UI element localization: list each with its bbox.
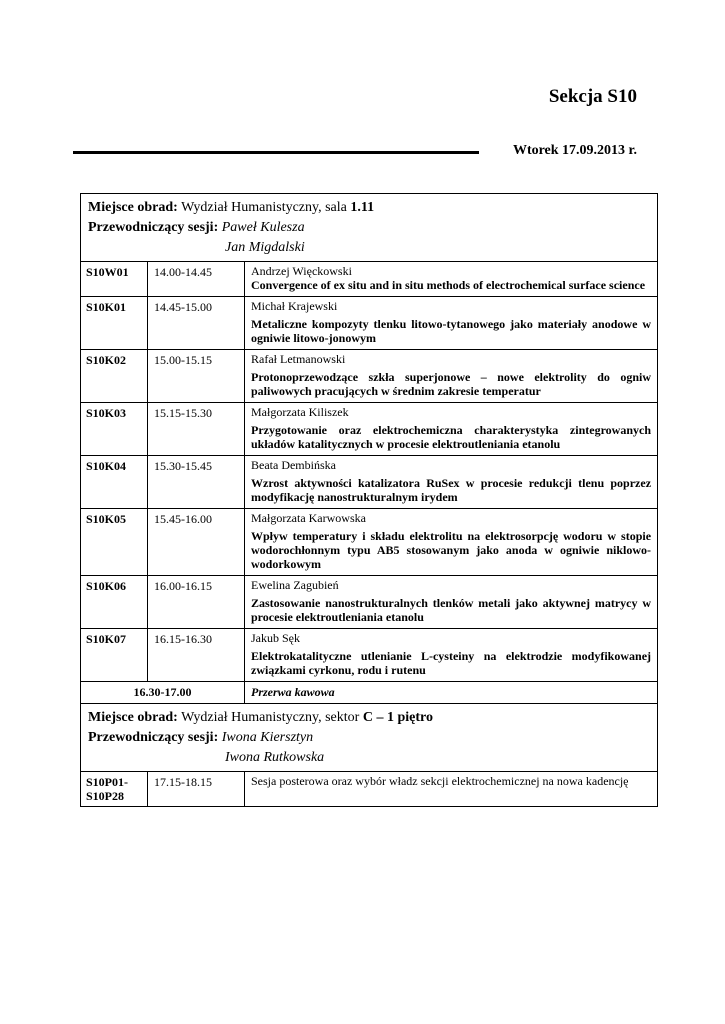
talk-speaker: Jakub Sęk bbox=[251, 631, 300, 645]
talk-details bbox=[245, 262, 658, 297]
talk-time: 16.15-16.30 bbox=[148, 629, 245, 682]
table-row bbox=[81, 576, 658, 629]
talk-time: 15.45-16.00 bbox=[148, 509, 245, 576]
header-rule bbox=[73, 151, 479, 154]
talk-speaker: Andrzej Więckowski bbox=[251, 264, 352, 278]
chair-label: Przewodniczący sesji: bbox=[88, 220, 219, 235]
talk-code: S10K06 bbox=[81, 576, 148, 629]
poster-code bbox=[81, 772, 148, 807]
talk-details bbox=[245, 509, 658, 576]
talk-code: S10K03 bbox=[81, 403, 148, 456]
talk-details bbox=[245, 629, 658, 682]
venue-text: Wydział Humanistyczny, sektor bbox=[181, 710, 360, 725]
poster-code-start: S10P01- bbox=[86, 775, 128, 789]
session-date: Wtorek 17.09.2013 r. bbox=[512, 143, 637, 158]
table-row bbox=[81, 509, 658, 576]
table-row bbox=[81, 350, 658, 403]
block2-header-row bbox=[81, 704, 658, 772]
talk-title: Elektrokatalityczne utlenianie L-cysteiny na elektrodzie modyfikowanej związkami cyrkonu, rodu i rutenu bbox=[251, 649, 652, 677]
poster-details bbox=[245, 772, 658, 807]
talk-speaker: Rafał Letmanowski bbox=[251, 352, 346, 366]
block1-venue bbox=[88, 198, 650, 218]
table-row bbox=[81, 262, 658, 297]
venue-room: 1.11 bbox=[350, 200, 375, 215]
table-row bbox=[81, 629, 658, 682]
block2-header bbox=[81, 704, 658, 772]
talk-details bbox=[245, 350, 658, 403]
talk-code: S10K07 bbox=[81, 629, 148, 682]
section-title: Sekcja S10 bbox=[548, 86, 637, 107]
table-row bbox=[81, 403, 658, 456]
talk-code: S10K05 bbox=[81, 509, 148, 576]
venue-room: C – 1 piętro bbox=[362, 710, 433, 725]
talk-speaker: Małgorzata Karwowska bbox=[251, 511, 366, 525]
talk-time: 16.00-16.15 bbox=[148, 576, 245, 629]
block1-header bbox=[81, 194, 658, 262]
block1-chair bbox=[88, 218, 650, 238]
block1-header-row bbox=[81, 194, 658, 262]
talk-details bbox=[245, 297, 658, 350]
poster-time: 17.15-18.15 bbox=[148, 772, 245, 807]
talk-code: S10K01 bbox=[81, 297, 148, 350]
talk-code: S10K02 bbox=[81, 350, 148, 403]
coffee-break-row bbox=[81, 682, 658, 704]
talk-title: Convergence of ex situ and in situ methods of electrochemical surface science bbox=[251, 278, 646, 292]
talk-speaker: Beata Dembińska bbox=[251, 458, 336, 472]
talk-title: Przygotowanie oraz elektrochemiczna charakterystyka zintegrowanych układów katalitycznych w procesie elektroutleniania etanolu bbox=[251, 423, 652, 451]
talk-speaker: Michał Krajewski bbox=[251, 299, 338, 313]
talk-speaker: Ewelina Zagubień bbox=[251, 578, 339, 592]
poster-description: Sesja posterowa oraz wybór władz sekcji elektrochemicznej na nowa kadencję bbox=[251, 774, 629, 788]
venue-label: Miejsce obrad: bbox=[88, 710, 178, 725]
coffee-break-time: 16.30-17.00 bbox=[81, 682, 245, 704]
talk-speaker: Małgorzata Kiliszek bbox=[251, 405, 349, 419]
talk-time: 14.45-15.00 bbox=[148, 297, 245, 350]
talk-title: Wzrost aktywności katalizatora RuSex w procesie redukcji tlenu poprzez modyfikację nanostrukturalnym irydem bbox=[251, 476, 652, 504]
talk-time: 14.00-14.45 bbox=[148, 262, 245, 297]
talk-title: Zastosowanie nanostrukturalnych tlenków metali jako aktywnej matrycy w procesie elektroutleniania etanolu bbox=[251, 596, 652, 624]
chair-name: Iwona Kiersztyn bbox=[221, 730, 314, 745]
venue-text: Wydział Humanistyczny, sala bbox=[181, 200, 347, 215]
talk-code: S10W01 bbox=[81, 262, 148, 297]
talk-time: 15.00-15.15 bbox=[148, 350, 245, 403]
table-row bbox=[81, 297, 658, 350]
table-row bbox=[81, 772, 658, 807]
coffee-break-label: Przerwa kawowa bbox=[245, 682, 658, 704]
schedule-table bbox=[80, 193, 658, 807]
chair-name: Iwona Rutkowska bbox=[225, 750, 325, 765]
talk-time: 15.15-15.30 bbox=[148, 403, 245, 456]
talk-title: Wpływ temperatury i składu elektrolitu na elektrosorpcję wodoru w stopie wodorochłonnym typu AB5 stosowanym jako anoda w ogniwie niklowo-wodorkowym bbox=[251, 529, 652, 571]
talk-details bbox=[245, 576, 658, 629]
talk-code: S10K04 bbox=[81, 456, 148, 509]
table-row bbox=[81, 456, 658, 509]
block2-venue bbox=[88, 708, 650, 728]
poster-code-end: S10P28 bbox=[86, 789, 125, 803]
talk-details bbox=[245, 403, 658, 456]
chair-name: Paweł Kulesza bbox=[221, 220, 305, 235]
talk-details bbox=[245, 456, 658, 509]
talk-title: Protonoprzewodzące szkła superjonowe – nowe elektrolity do ogniw paliwowych pracujących w średnim zakresie temperatur bbox=[251, 370, 652, 398]
block2-chair bbox=[88, 728, 650, 748]
talk-time: 15.30-15.45 bbox=[148, 456, 245, 509]
chair-label: Przewodniczący sesji: bbox=[88, 730, 219, 745]
chair-name: Jan Migdalski bbox=[225, 240, 305, 255]
venue-label: Miejsce obrad: bbox=[88, 200, 178, 215]
talk-title: Metaliczne kompozyty tlenku litowo-tytanowego jako materiały anodowe w ogniwie litowo-jonowym bbox=[251, 317, 652, 345]
